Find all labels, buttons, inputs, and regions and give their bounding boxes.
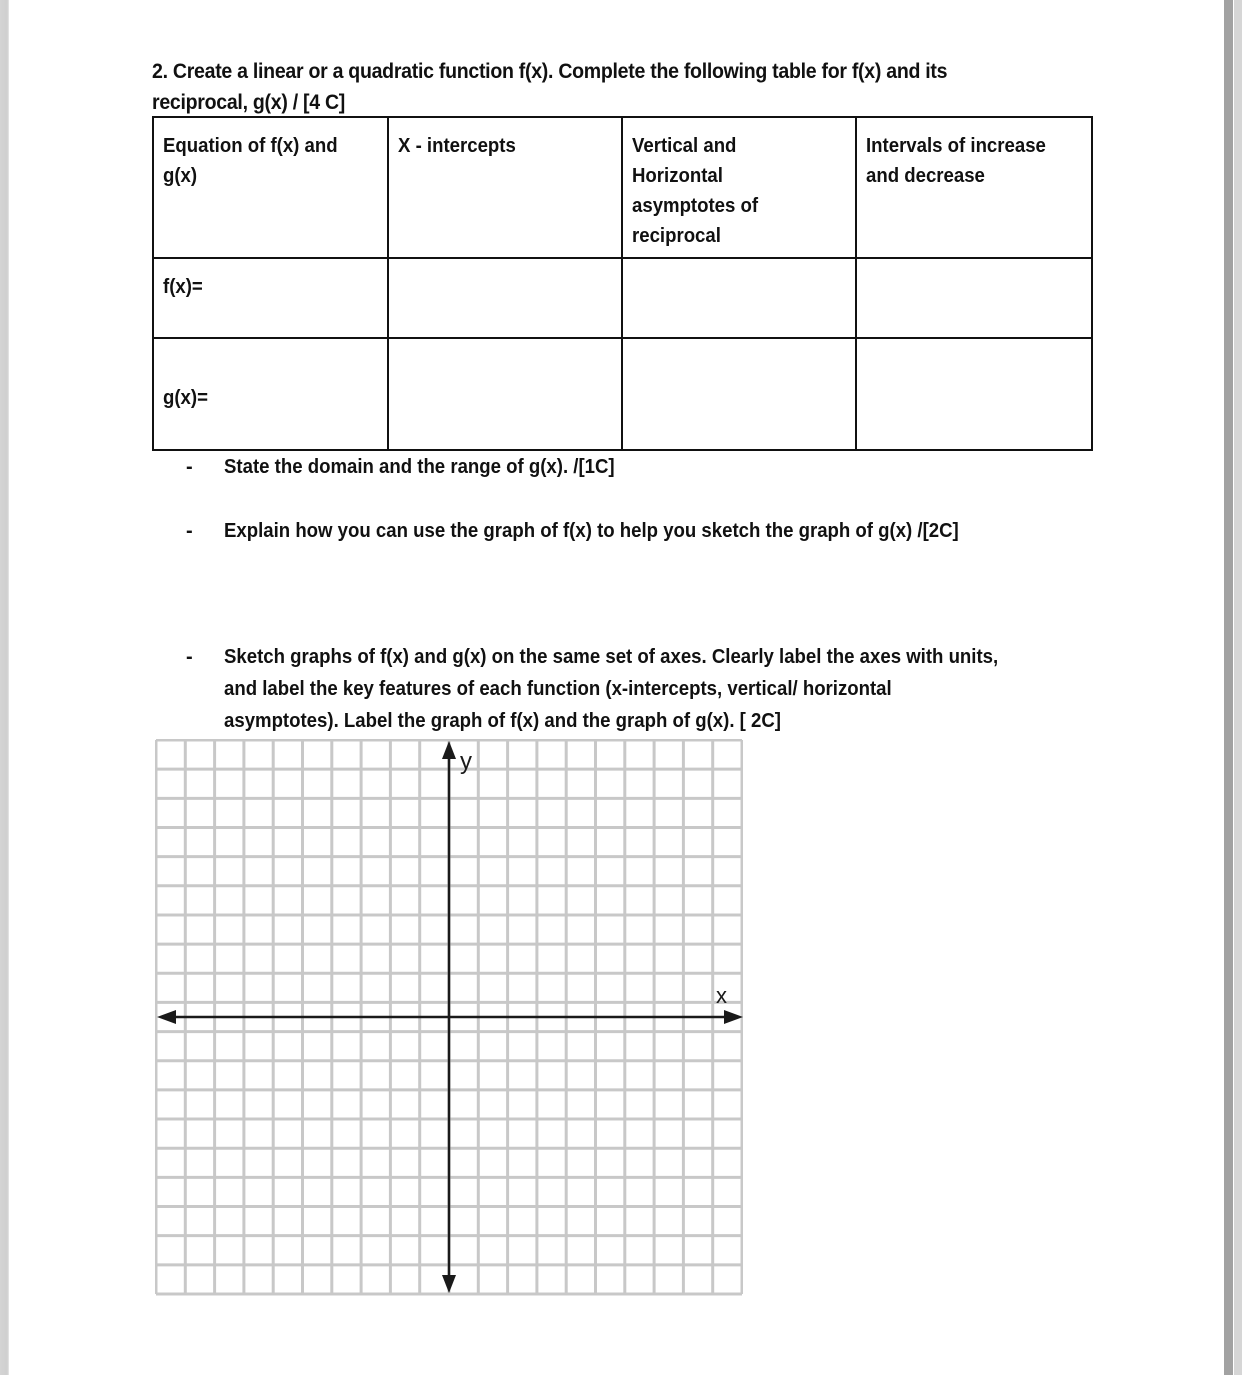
question-title-line-1: 2. Create a linear or a quadratic function f(x). Complete the following table for f(x) and its xyxy=(152,60,948,83)
cell-f-x-intercepts[interactable] xyxy=(388,258,622,338)
cell-g-asymptotes[interactable] xyxy=(622,338,856,450)
question-title-line-2: reciprocal, g(x) / [4 C] xyxy=(152,91,346,114)
y-axis-label: y xyxy=(460,748,472,775)
cell-f-intervals[interactable] xyxy=(856,258,1092,338)
task-text: Sketch graphs of f(x) and g(x) on the same set of axes. Clearly label the axes with units, and label the key features of each function (x-intercepts, vertical/ horizontal asymptotes). Label the graph of f(x) and the graph of g(x). [ 2C] xyxy=(224,646,999,732)
table-header-row xyxy=(153,117,1092,258)
task-text: Explain how you can use the graph of f(x) to help you sketch the graph of g(x) /[2C] xyxy=(224,520,959,542)
y-axis-down-arrow-icon xyxy=(442,1275,456,1293)
question-title xyxy=(152,56,1045,118)
bullet-dash: - xyxy=(186,646,193,668)
header-equation: Equation of f(x) and g(x) xyxy=(153,117,388,258)
answer-table xyxy=(152,116,1093,451)
y-axis-up-arrow-icon xyxy=(442,741,456,759)
cell-g-intervals[interactable] xyxy=(856,338,1092,450)
header-asymptotes: Vertical and Horizontal asymptotes of reciprocal xyxy=(622,117,856,258)
task-text: State the domain and the range of g(x). /[1C] xyxy=(224,456,615,478)
table-row-f xyxy=(153,258,1092,338)
cell-g-x-intercepts[interactable] xyxy=(388,338,622,450)
graph-grid[interactable] xyxy=(155,739,743,1297)
coordinate-plane[interactable] xyxy=(155,739,743,1297)
bullet-dash: - xyxy=(186,456,193,478)
cell-g-equation[interactable]: g(x)= xyxy=(153,338,388,450)
cell-f-asymptotes[interactable] xyxy=(622,258,856,338)
cell-f-equation[interactable]: f(x)= xyxy=(153,258,388,338)
x-axis-label: x xyxy=(716,983,727,1008)
table-row-g xyxy=(153,338,1092,450)
header-x-intercepts: X - intercepts xyxy=(388,117,622,258)
bullet-dash: - xyxy=(186,520,193,542)
header-intervals: Intervals of increase and decrease xyxy=(856,117,1092,258)
x-axis-left-arrow-icon xyxy=(157,1010,176,1024)
x-axis-right-arrow-icon xyxy=(724,1010,743,1024)
